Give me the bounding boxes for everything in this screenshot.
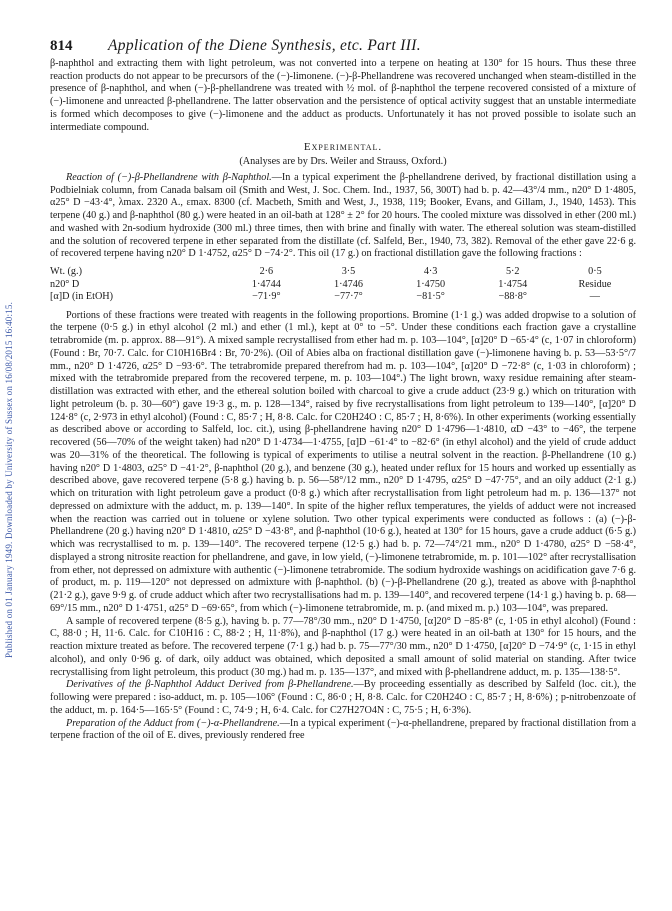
table-cell: −81·5° — [416, 291, 445, 302]
table-cell: −71·9° — [252, 291, 281, 302]
table-cell: −88·8° — [498, 291, 527, 302]
page-number: 814 — [50, 38, 73, 54]
derivatives-body: —By proceeding essentially as described by Salfeld (loc. cit.), the following were prepared : iso-adduct, m. p. 105—106° (Found : C, 86·0 ; H, 8·8. Calc. for C20H24O : C, 85·7 ; H, 8·6%) ; p-nitrobenzoate of the adduct, m. p. 164·5—165·5° (Found : C, 74·9 ; H, 6·4. Calc. for C27H27O4N : C, 75·5 ; H, 6·3%). — [50, 679, 636, 716]
row-label: [α]D (in EtOH) — [50, 291, 114, 302]
section-heading: Experimental. — [303, 141, 383, 154]
download-sidebar — [2, 150, 16, 810]
preparation-body: —In a typical experiment (−)-α-phellandrene, prepared by fractional distillation from a terpene fraction of the oil of E. dives, previously rendered free — [50, 717, 636, 742]
table-cell: — — [589, 291, 600, 302]
table-cell: 1·4744 — [251, 278, 281, 290]
row-label: n20° D — [50, 278, 80, 290]
reaction-body: —In a typical experiment the β-phellandrene derived, by fractional distillation using a Podbielniak column, from Canada balsam oil (Smith and West, J. Soc. Chem. Ind., 1937, 56, 300T) had b. p. 42—43°/4 mm., n20° D 1·4805, α25° D −43·4°, λmax. 2320 A., εmax. 8300 (cf. Macbeth, Smith and West, J., 1938, 119; Booker, Evans, and Gillam, J., 1940, 1453). This terpene (40 g.) and β-naphthol (80 g.) were heated in an oil-bath at 128° ± 2° for 20 hours. The cooled mixture was dissolved in ether (200 ml.) and washed with 2n-sodium hydroxide (300 ml.) three times, then with brine and finally with water. The ethereal solution was steam-distilled and the solution of recovered terpene in ether separated from the distillate (cf. Salfeld, Ber., 1940, 73, 382). Removal of the ether gave 22·6 g. of recovered terpene having n20° D 1·4752, α25° D −74·2°. This oil (17 g.) on fractional distillation gave the following fractions : — [50, 171, 636, 260]
table-cell: 0·5 — [588, 266, 602, 277]
portions-paragraph: Portions of these fractions were treated with reagents in the following proportions. Bromine (1·1 g.) was added dropwise to a solution of the terpene (0·5 g.) in ethyl alcohol (2 ml.) and ether (1 ml.), kept at 0° to −5°. Under these conditions each fraction gave a crystalline tetrabromide (m. p. approx. 88—91°). A mixed sample recrystallised from ether had m. p. 103—104°, [α]20° D −65·4° (c, 1·07 in chloroform) (Found : Br, 70·7. Calc. for C10H16Br4 : Br, 70·2%). (Oil of Abies alba on fractional distillation gave (−)-limonene having b. p. 53—53·5°/7 mm., n20° D 1·4726, α25° D −93·6°. The tetrabromide prepared therefrom had m. p. 103—104°, [α]20° D −72·8° (c, 1·03 in chloroform) ; mixed with the tetrabromide prepared from the recovered terpene, m. p. 103—104°.) The light brown, waxy residue remaining after steam-distillation was extracted with ether, and the ethereal solution boiled with charcoal to give a crude adduct (23·9 g.) which on trituration with light petroleum (b. p. 30—60°) gave 19·3 g., m. p. 128—134°, raised by five recrystallisations from light petroleum to 139—140°, [α]20° D 124·8° (c, 2·973 in ethyl alcohol) (Found : C, 85·7 ; H, 8·8. Calc. for C20H24O : C, 85·7 ; H, 8·6%). In other experiments (working essentially as described above or according to Salfeld, loc. cit.), using β-phellandrene having n20° D 1·4796—1·4810, αD −43° to −46°, the terpene recovered (56—70% of the weight taken) had n20° D 1·4734—1·4755, [α]D −61·4° to −82·6° (in ethyl alcohol) and the yield of crude adduct was 20—31% of the theoretical. The following is typical of experiments to utilise a neutral solvent in the reaction. β-Phellandrene (10 g.) having n20° D 1·4803, α25° D −41·2°, β-naphthol (20 g.), and benzene (30 g.), heated under reflux for 15 hours and worked up essentially as described above, gave recovered terpene (5·8 g.) having b. p. 56—58°/12 mm., n20° D 1·4795, α25° D −47·75°, and an oily adduct (2·1 g.) which on trituration with light petroleum gave a product (0·8 g.) which after recrystallisation from light petroleum had m. p. 136—137° not depressed on admixture with the adduct, m. p. 139—140°. In spite of the higher reflux temperatures, the yields of adduct were not increased when the reaction was carried out in toluene or xylene solution. Two other typical experiments were conducted as follows : (a) (−)-β-Phellandrene (20 g.) having n20° D 1·4810, α25° D −43·8°, and β-naphthol (10·6 g.), heated at 130° for 15 hours, gave a crude adduct (6·5 g.) which was recrystallised to m. p. 139—140°. The recovered terpene (12·5 g.) had b. p. 72—74°/21 mm., n20° D 1·4780, α25° D −58·4°, displayed a strong nitrosite reaction for phellandrene, and gave, in low yield, (−)-limonene tetrabromide, m. p. 101—102° after recrystallisation from ether, not depressed on admixture with authentic (−)-limonene tetrabromide. The sodium hydroxide washings on acidification gave 7·6 g. of product, m. p. 119—120° not depressed on admixture with β-naphthol. (b) (−)-β-Phellandrene (20 g.), treated as above with β-naphthol (21·2 g.), gave 9·9 g. of crude adduct which after two recrystallisations had m. p. 139—140°, and recovered terpene (14·1 g.) having b. p. 68—69°/15 mm., n20° D 1·4751, α25° D −69·65°, from which (−)-limonene tetrabromide, m. p. (and mixed m. p.) 103—104°, was prepared. — [50, 309, 636, 614]
fractions-table — [50, 266, 636, 304]
reaction-paragraph — [50, 172, 636, 261]
running-title: Application of the Diene Synthesis, etc. Part III. — [108, 37, 421, 54]
table-row — [50, 291, 636, 304]
derivatives-lead: Derivatives of the β-Naphthol Adduct Derived from β-Phellandrene. — [66, 679, 354, 691]
table-cell: 2·6 — [259, 266, 274, 277]
table-cell: 3·5 — [341, 266, 356, 277]
preparation-lead: Preparation of the Adduct from (−)-α-Phellandrene. — [66, 717, 280, 729]
derivatives-paragraph — [50, 679, 636, 717]
table-cell: −77·7° — [334, 291, 363, 302]
analyses-note: (Analyses are by Drs. Weiler and Strauss, Oxford.) — [239, 156, 447, 167]
table-row — [50, 279, 636, 292]
table-row — [50, 266, 636, 279]
journal-page — [50, 37, 636, 743]
table-cell: 1·4754 — [498, 278, 528, 290]
preparation-paragraph — [50, 718, 636, 744]
table-cell: 1·4750 — [416, 278, 446, 290]
table-cell: 4·3 — [423, 266, 438, 277]
row-label: Wt. (g.) — [50, 266, 82, 277]
page-header — [50, 37, 636, 54]
sample-paragraph: A sample of recovered terpene (8·5 g.), having b. p. 77—78°/30 mm., n20° D 1·4750, [α]20° D −85·8° (c, 1·05 in ethyl alcohol) (Found : C, 88·0 ; H, 11·6. Calc. for C10H16 : C, 88·2 ; H, 11·8%), and β-naphthol (17 g.) were heated in an oil-bath at 130° for 15 hours, and the reaction mixture treated as before. The recovered terpene (7·1 g.) had b. p. 75—77°/30 mm., n20° D 1·4750, [α]20° D −74·9° (c, 1·15 in ethyl alcohol), and only 0·96 g. of dark, oily adduct was obtained, which deposited a small amount of solid material on standing. After twice recrystallising from light petroleum, this product (30 mg.) had m. p. 135—137°, and mixed with β-phellandrene adduct, m. p. 135—138·5°. — [50, 615, 636, 678]
table-cell: 5·2 — [505, 266, 520, 277]
table-cell: 1·4746 — [334, 278, 363, 290]
table-cell: Residue — [578, 278, 612, 290]
download-note: Published on 01 January 1949. Downloaded by University of Sussex on 16/08/2015 16:40:15. — [4, 301, 14, 659]
reaction-lead: Reaction of (−)-β-Phellandrene with β-Naphthol. — [66, 171, 272, 183]
intro-paragraph: β-naphthol and extracting them with light petroleum, was not converted into a terpene on heating at 130° for 15 hours. Thus these three reaction products do not appear to be precursors of the (−)-limonene. (−)-β-Phellandrene was recovered unchanged when steam-distilled in the presence of β-naphthol, and when (−)-β-phellandrene was treated with ½ mol. of β-naphthol the terpene recovered consisted of a mixture of (−)-limonene and unreacted β-phellandrene. The latter observation and the persistence of optical activity suggest that an unstable intermediate is formed which decomposes to give (−)-limonene and the adduct as products. Unfortunately it has not proved possible to isolate such an intermediate compound. — [50, 57, 636, 133]
